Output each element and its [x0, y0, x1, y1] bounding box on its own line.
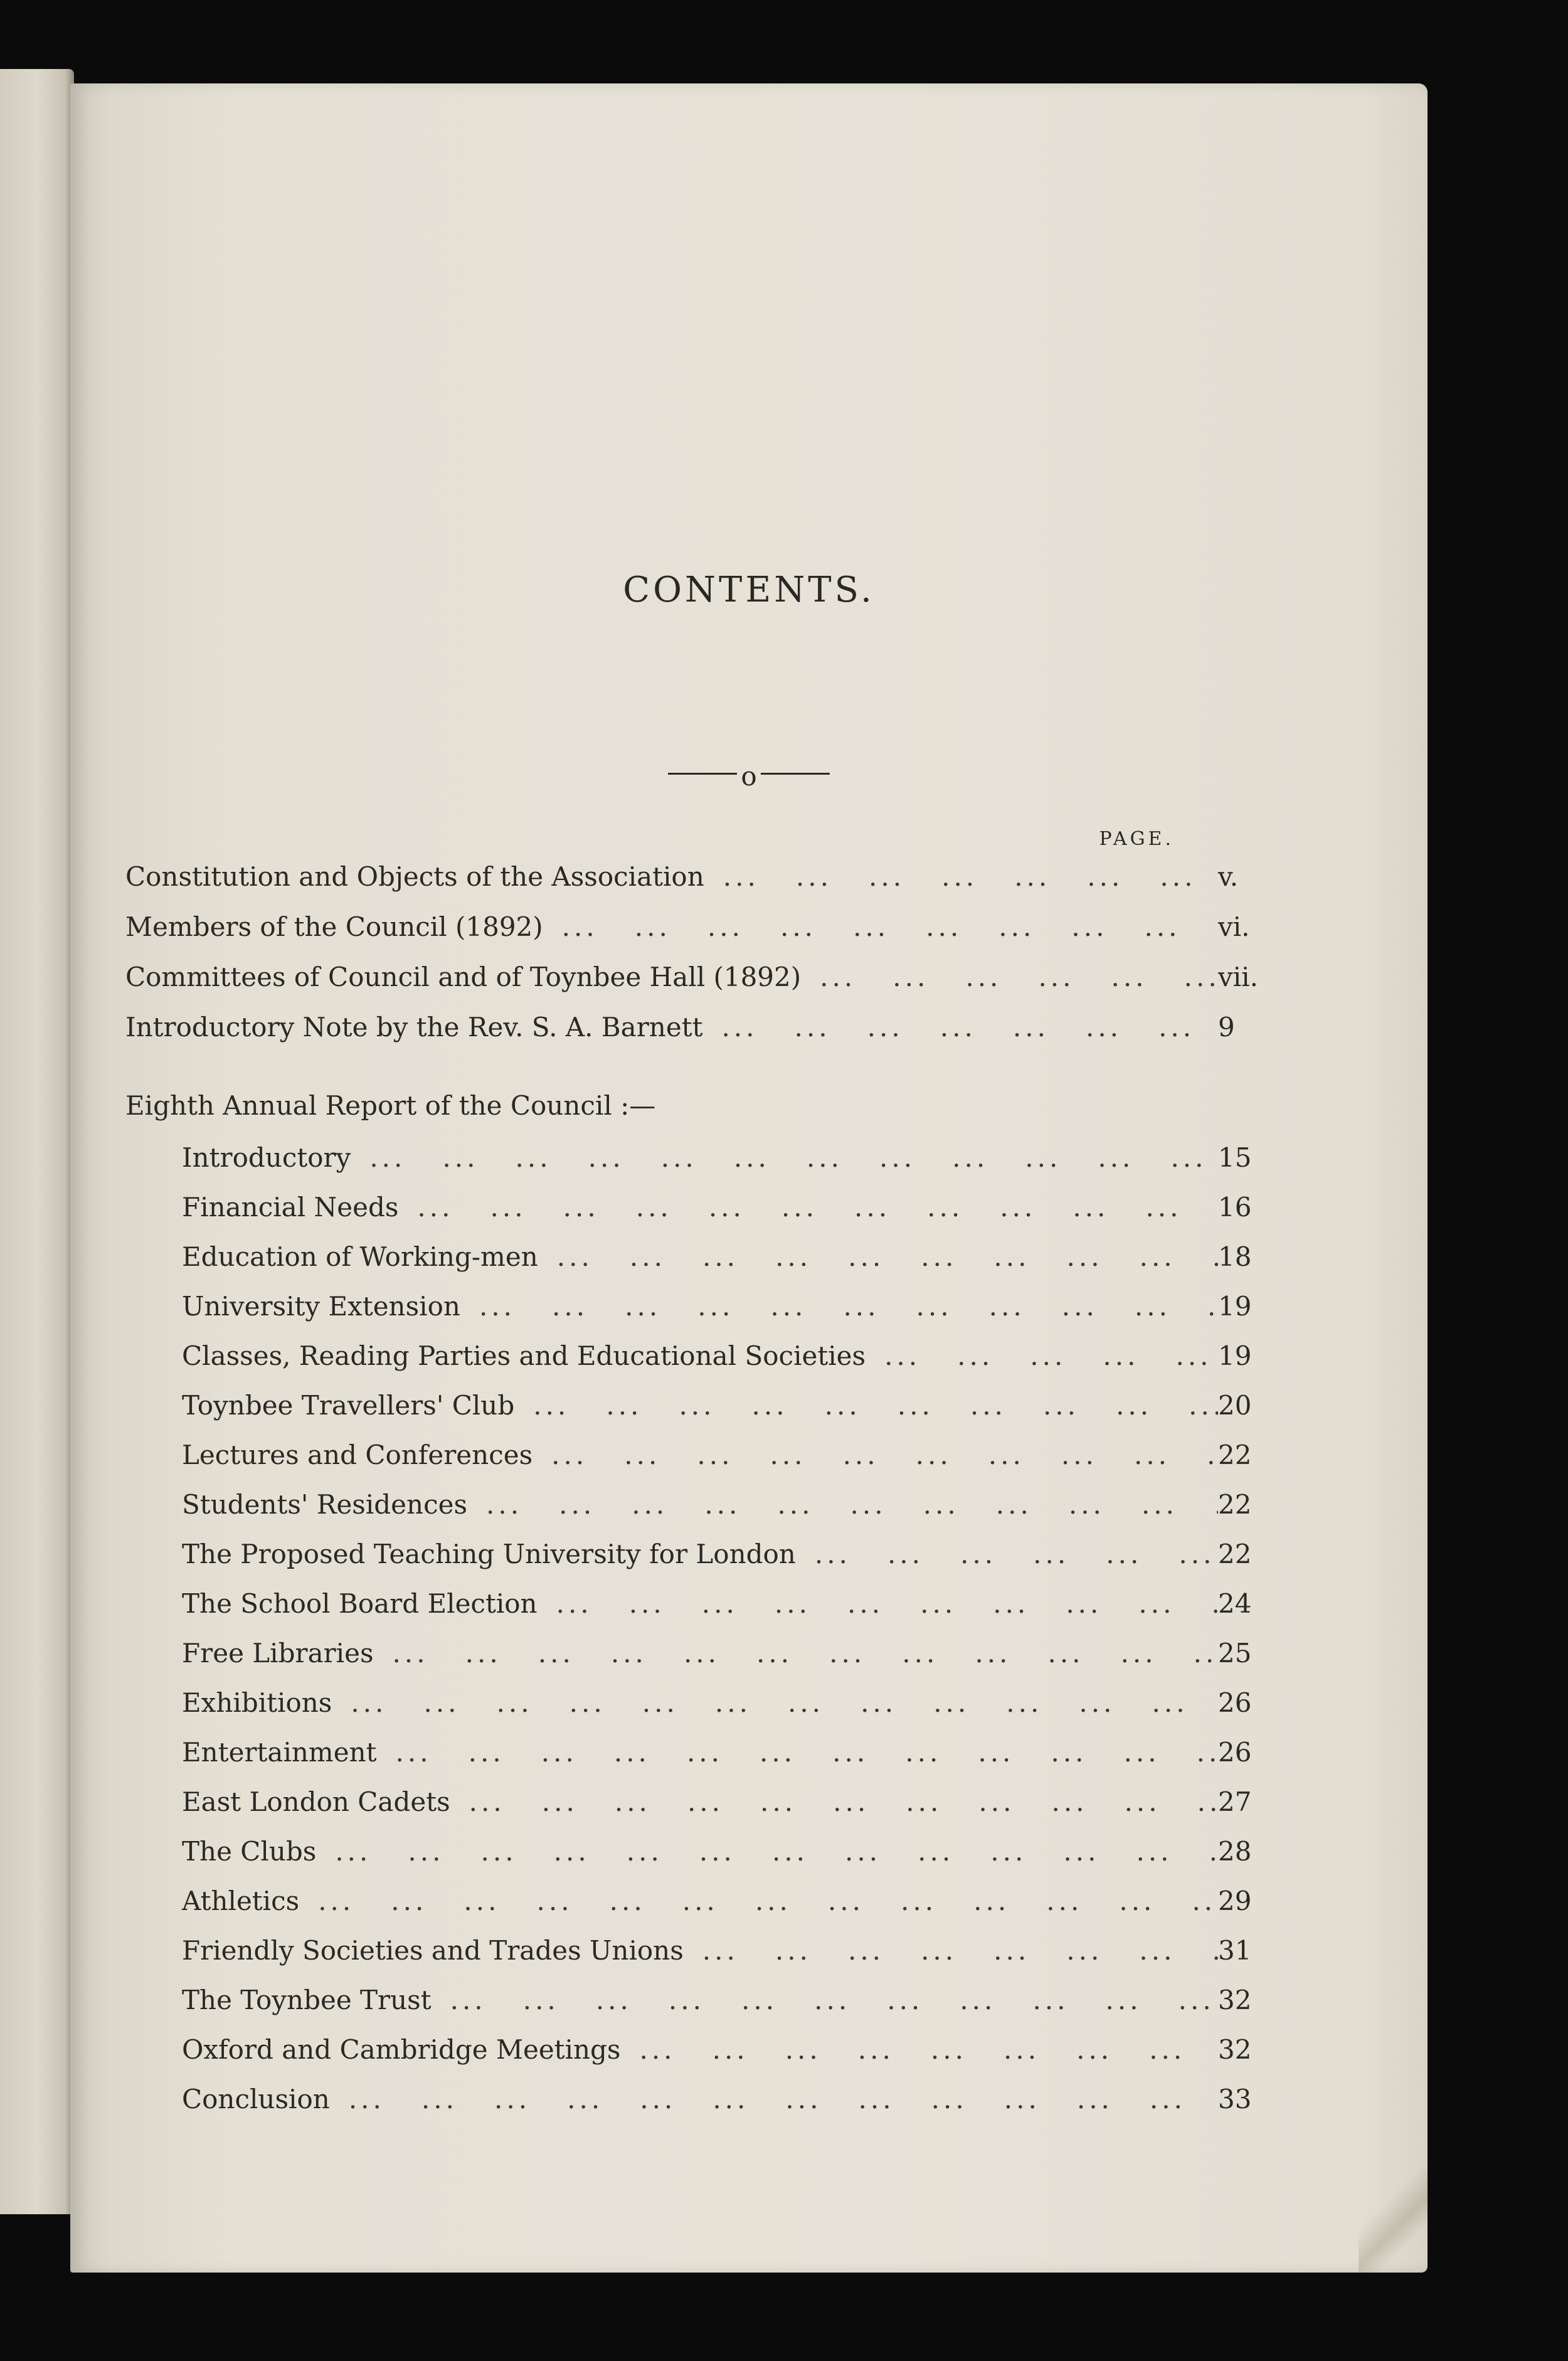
toc-entry-label: Oxford and Cambridge Meetings [182, 2034, 621, 2065]
dot-leader [374, 1638, 1218, 1669]
dot-leader [299, 1886, 1218, 1916]
toc-entry [125, 861, 1274, 892]
toc-entry-page: 28 [1218, 1836, 1252, 1867]
toc-entry-label: Lectures and Conferences [182, 1440, 533, 1470]
toc-entry [182, 1588, 1274, 1619]
page-column-header: PAGE. [1099, 828, 1174, 850]
report-heading: Eighth Annual Report of the Council :— [125, 1090, 656, 1121]
dot-leader [514, 1390, 1218, 1421]
dot-leader [460, 1291, 1218, 1322]
toc-entry [125, 962, 1274, 992]
toc-entry-page: 20 [1218, 1390, 1252, 1421]
toc-entry-label: Toynbee Travellers' Club [182, 1390, 515, 1421]
toc-entry-page: 18 [1218, 1241, 1252, 1272]
toc-entry-page: 27 [1218, 1786, 1252, 1817]
toc-entry-label: Financial Needs [182, 1192, 399, 1223]
dot-leader [796, 1539, 1218, 1569]
toc-entry [182, 1638, 1274, 1669]
dot-leader [316, 1836, 1218, 1867]
toc-entry-page: 22 [1218, 1489, 1252, 1520]
toc-entry-label: Classes, Reading Parties and Educational Societies [182, 1340, 866, 1371]
toc-entry [182, 1836, 1274, 1867]
dot-leader [351, 1142, 1218, 1173]
toc-entry-label: Committees of Council and of Toynbee Hall (1892) [125, 962, 802, 992]
toc-entry [125, 1012, 1274, 1043]
facing-page-edge [0, 69, 74, 2214]
toc-entry-page: 29 [1218, 1886, 1252, 1916]
toc-entry-page: 32 [1218, 1985, 1252, 2015]
toc-entry [182, 1192, 1274, 1223]
dot-leader [330, 2084, 1218, 2114]
toc-entry [182, 1985, 1274, 2015]
ornament-glyph: o [741, 760, 757, 792]
toc-entry-page: 22 [1218, 1440, 1252, 1470]
toc-entry [182, 1687, 1274, 1718]
toc-entry-label: Athletics [182, 1886, 300, 1916]
page-title: CONTENTS. [623, 570, 875, 610]
dot-leader [538, 1241, 1218, 1272]
toc-entry-page: 25 [1218, 1638, 1252, 1669]
toc-entry [182, 1737, 1274, 1768]
dot-leader [450, 1786, 1218, 1817]
toc-entry-label: Students' Residences [182, 1489, 468, 1520]
toc-entry-page: 26 [1218, 1737, 1252, 1768]
toc-entry-page: vi. [1218, 911, 1250, 942]
ornament-rule-right [761, 773, 830, 775]
toc-entry-page: vii. [1218, 962, 1258, 992]
toc-entry-page: 15 [1218, 1142, 1252, 1173]
toc-entry-label: Constitution and Objects of the Association [125, 861, 704, 892]
title-ornament [70, 756, 1428, 792]
toc-entry-page: 19 [1218, 1291, 1252, 1322]
dot-leader [432, 1985, 1218, 2015]
dot-leader [543, 911, 1218, 942]
dot-leader [377, 1737, 1218, 1768]
toc-entry [125, 911, 1274, 942]
toc-entry [182, 1440, 1274, 1470]
toc-entry-page: 26 [1218, 1687, 1252, 1718]
dot-leader [532, 1440, 1218, 1470]
dot-leader [467, 1489, 1218, 1520]
toc-entry-page: 31 [1218, 1935, 1252, 1966]
toc-entry-label: The Proposed Teaching University for London [182, 1539, 796, 1569]
toc-entry-label: University Extension [182, 1291, 460, 1322]
toc-entry-label: The Toynbee Trust [182, 1985, 432, 2015]
toc-entry-label: The School Board Election [182, 1588, 538, 1619]
toc-entry [182, 1142, 1274, 1173]
toc-entry-page: 19 [1218, 1340, 1252, 1371]
contents-page [70, 83, 1428, 2273]
toc-entry [182, 1291, 1274, 1322]
toc-entry-page: 16 [1218, 1192, 1252, 1223]
dot-leader [702, 1012, 1218, 1043]
toc-entry [182, 1241, 1274, 1272]
toc-entry-page: 32 [1218, 2034, 1252, 2065]
toc-entry-label: The Clubs [182, 1836, 317, 1867]
toc-entry-page: 33 [1218, 2084, 1252, 2114]
toc-entry-label: Exhibitions [182, 1687, 332, 1718]
ornament-rule-left [668, 773, 737, 775]
dot-leader [620, 2034, 1218, 2065]
toc-entry-label: Free Libraries [182, 1638, 374, 1669]
toc-entry-page: 22 [1218, 1539, 1252, 1569]
toc-entry-label: Introductory [182, 1142, 351, 1173]
dot-leader [866, 1340, 1218, 1371]
toc-entry [182, 1539, 1274, 1569]
toc-entry [182, 2034, 1274, 2065]
toc-entry-label: Education of Working-men [182, 1241, 538, 1272]
toc-entry-label: Entertainment [182, 1737, 377, 1768]
toc-entry-page: 9 [1218, 1012, 1235, 1043]
dot-leader [398, 1192, 1218, 1223]
toc-entry-label: East London Cadets [182, 1786, 450, 1817]
toc-entry [182, 1340, 1274, 1371]
toc-entry [182, 1886, 1274, 1916]
toc-entry-label: Introductory Note by the Rev. S. A. Barnett [125, 1012, 703, 1043]
toc-entry [182, 1786, 1274, 1817]
toc-entry-label: Conclusion [182, 2084, 330, 2114]
toc-entry [182, 1935, 1274, 1966]
dot-leader [538, 1588, 1218, 1619]
toc-entry-page: v. [1218, 861, 1239, 892]
toc-entry [182, 1390, 1274, 1421]
dot-leader [704, 861, 1218, 892]
toc-entry [182, 2084, 1274, 2114]
dot-leader [332, 1687, 1218, 1718]
toc-entry-page: 24 [1218, 1588, 1252, 1619]
toc-entry-label: Friendly Societies and Trades Unions [182, 1935, 684, 1966]
toc-entry [182, 1489, 1274, 1520]
toc-entry-label: Members of the Council (1892) [125, 911, 543, 942]
dot-leader [684, 1935, 1218, 1966]
dot-leader [801, 962, 1218, 992]
